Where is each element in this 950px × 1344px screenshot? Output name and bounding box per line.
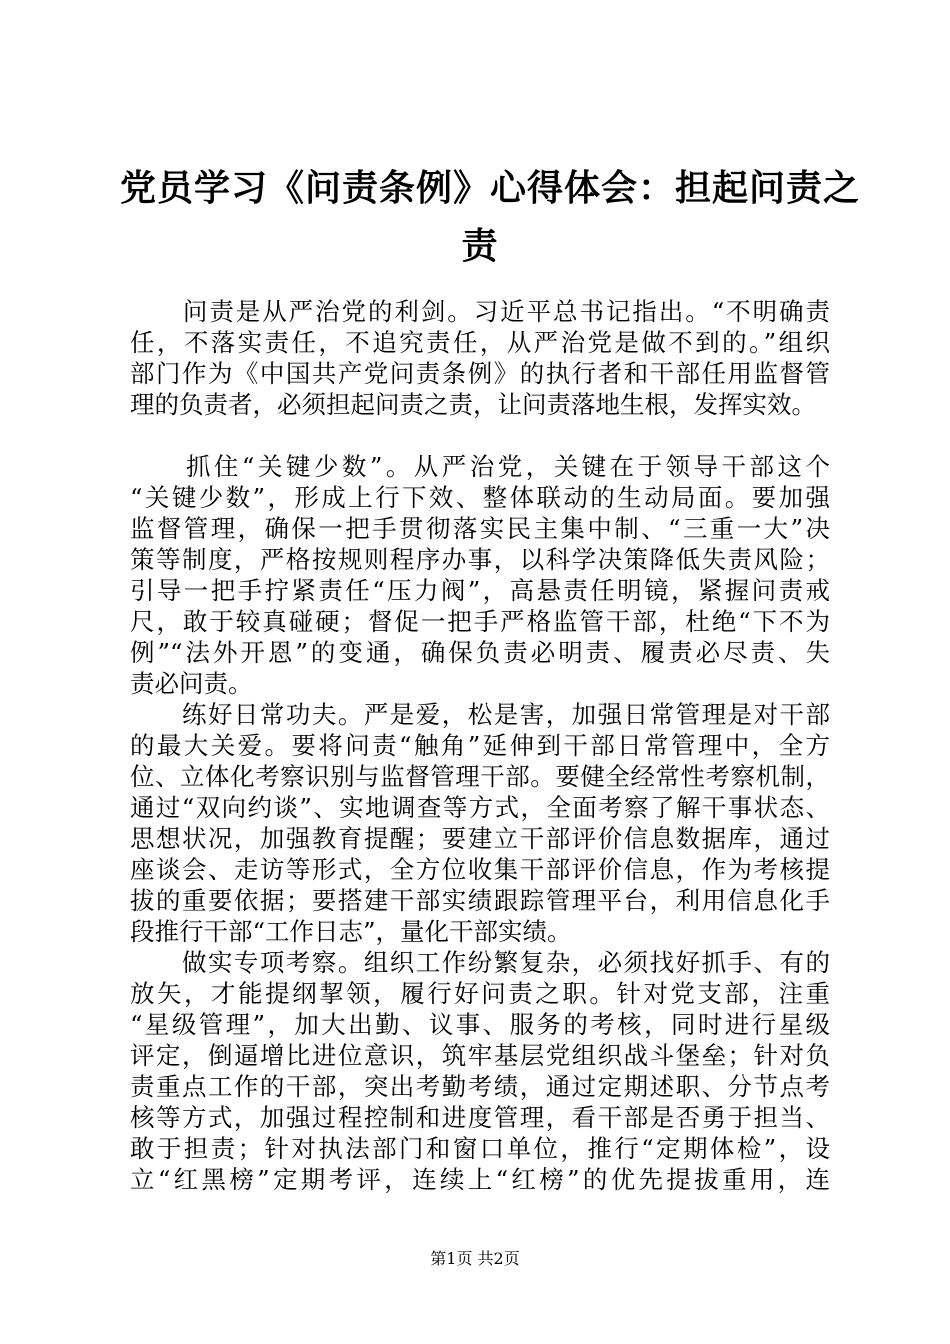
body-line: 位、立体化考察识别与监督管理干部。要健全经常性考察机制， bbox=[130, 762, 830, 791]
body-line: 立“红黑榜”定期考评，连续上“红榜”的优先提拔重用，连 bbox=[130, 1165, 830, 1194]
body-line: 敢于担责；针对执法部门和窗口单位，推行“定期体检”，设 bbox=[130, 1134, 830, 1163]
body-line: 责必问责。 bbox=[130, 669, 253, 698]
body-line: 评定，倒逼增比进位意识，筑牢基层党组织战斗堡垒；针对负 bbox=[130, 1041, 830, 1070]
body-line: 部门作为《中国共产党问责条例》的执行者和干部任用监督管 bbox=[130, 359, 830, 388]
body-line: 问责是从严治党的利剑。习近平总书记指出。“不明确责 bbox=[130, 297, 830, 326]
body-line: 座谈会、走访等形式，全方位收集干部评价信息，作为考核提 bbox=[130, 855, 830, 884]
body-line: 监督管理，确保一把手贯彻落实民主集中制、“三重一大”决 bbox=[130, 514, 830, 543]
body-line: 通过“双向约谈”、实地调查等方式，全面考察了解干事状态、 bbox=[130, 793, 830, 822]
body-line: 责重点工作的干部，突出考勤考绩，通过定期述职、分节点考 bbox=[130, 1072, 830, 1101]
body-line: 的最大关爱。要将问责“触角”延伸到干部日常管理中，全方 bbox=[130, 731, 830, 760]
document-title-line-1: 党员学习《问责条例》心得体会：担起问责之 bbox=[120, 167, 861, 209]
body-line: “关键少数”，形成上行下效、整体联动的生动局面。要加强 bbox=[130, 483, 830, 512]
body-line: 做实专项考察。组织工作纷繁复杂，必须找好抓手、有的 bbox=[130, 948, 830, 977]
body-line: 尺，敢于较真碰硬；督促一把手严格监管干部，杜绝“下不为 bbox=[130, 607, 830, 636]
body-line: 抓住“关键少数”。从严治党，关键在于领导干部这个 bbox=[130, 452, 830, 481]
body-line: 练好日常功夫。严是爱，松是害，加强日常管理是对干部 bbox=[130, 700, 830, 729]
body-line: “星级管理”，加大出勤、议事、服务的考核，同时进行星级 bbox=[130, 1010, 830, 1039]
body-line: 任，不落实责任，不追究责任，从严治党是做不到的。”组织 bbox=[130, 328, 830, 357]
body-line: 思想状况，加强教育提醒；要建立干部评价信息数据库，通过 bbox=[130, 824, 830, 853]
body-line: 放矢，才能提纲挈领，履行好问责之职。针对党支部，注重 bbox=[130, 979, 830, 1008]
body-line: 核等方式，加强过程控制和进度管理，看干部是否勇于担当、 bbox=[130, 1103, 830, 1132]
body-line: 策等制度，严格按规则程序办事，以科学决策降低失责风险； bbox=[130, 545, 830, 574]
body-line: 引导一把手拧紧责任“压力阀”，高悬责任明镜，紧握问责戒 bbox=[130, 576, 830, 605]
body-line: 段推行干部“工作日志”，量化干部实绩。 bbox=[130, 917, 572, 946]
body-line: 理的负责者，必须担起问责之责，让问责落地生根，发挥实效。 bbox=[130, 390, 816, 419]
document-title-line-2: 责 bbox=[461, 225, 499, 267]
body-line: 拔的重要依据；要搭建干部实绩跟踪管理平台，利用信息化手 bbox=[130, 886, 830, 915]
page-number-footer: 第1页 共2页 bbox=[430, 1249, 520, 1268]
body-line: 例”“法外开恩”的变通，确保负责必明责、履责必尽责、失 bbox=[130, 638, 830, 667]
